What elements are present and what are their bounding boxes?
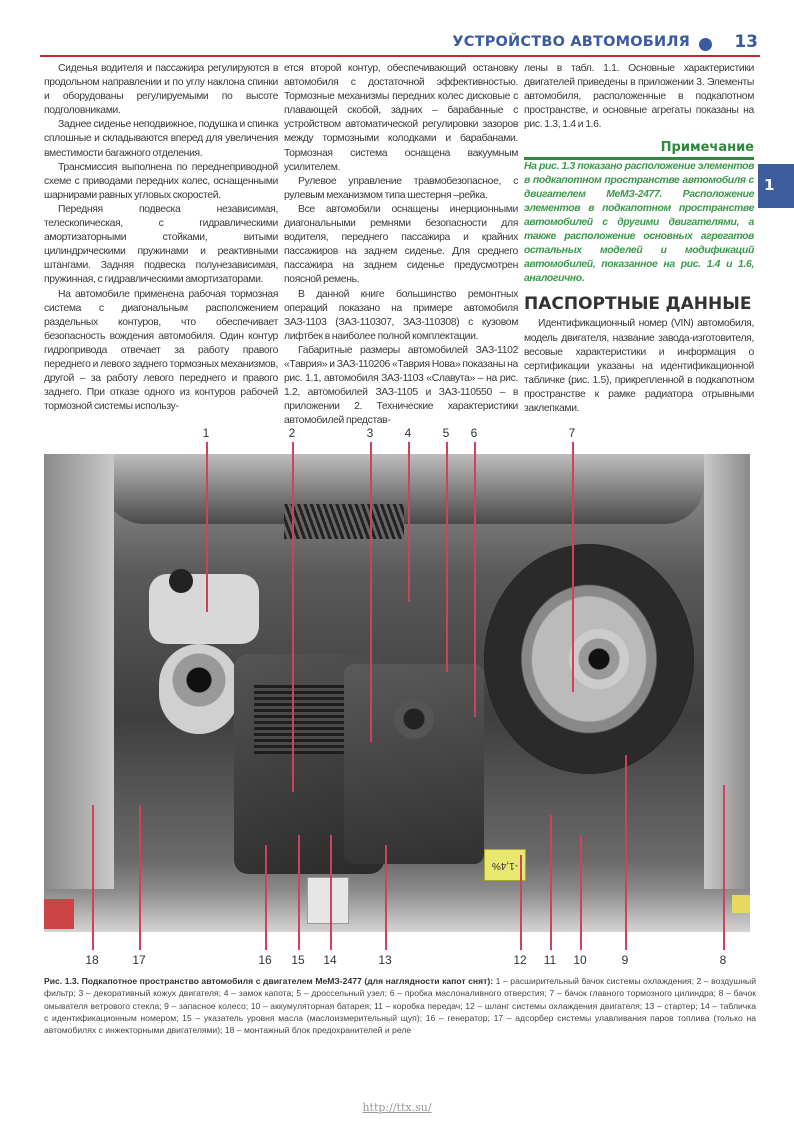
callout-number-10: 10 bbox=[573, 953, 587, 967]
text-column-1 bbox=[44, 62, 278, 414]
running-header bbox=[440, 32, 762, 56]
callout-number-4: 4 bbox=[404, 426, 412, 440]
engine-bay-figure bbox=[40, 420, 754, 970]
callout-leader-line bbox=[265, 845, 267, 950]
chapter-number: 1 bbox=[764, 176, 775, 194]
radiator-frame bbox=[44, 889, 750, 932]
engine-bay-photo bbox=[44, 454, 750, 932]
callout-leader-line bbox=[292, 442, 294, 792]
callout-leader-line bbox=[550, 815, 552, 950]
callout-leader-line bbox=[408, 442, 410, 602]
callout-number-18: 18 bbox=[85, 953, 99, 967]
callout-number-14: 14 bbox=[323, 953, 337, 967]
callout-number-16: 16 bbox=[258, 953, 272, 967]
callout-leader-line bbox=[446, 442, 448, 672]
engine-cover bbox=[344, 664, 484, 864]
chapter-tab bbox=[758, 164, 794, 208]
callout-number-12: 12 bbox=[513, 953, 527, 967]
callout-number-9: 9 bbox=[621, 953, 629, 967]
section-title: УСТРОЙСТВО АВТОМОБИЛЯ bbox=[452, 34, 690, 50]
paragraph: Передняя подвеска независимая, телескопическая, с гидравлическими амортизаторными стойками, витыми цилиндрическими пружинами и реактивными штангами. Задняя подвеска полунезависимая, пружинная, с гидравлическими амортизаторами. bbox=[44, 203, 278, 286]
washer-cap bbox=[732, 895, 750, 913]
paragraph: На автомобиле применена рабочая тормозная система с диагональным расположением раздельных контуров, что обеспечивает безопасность вождения автомобиля. Один контур гидропривода отвечает за работу правого переднего и левого заднего тормозных механизмов, другой – за работу левого переднего и правого заднего. При отказе одного из контуров рабочей тормозной системы использу- bbox=[44, 288, 278, 413]
paragraph: Габаритные размеры автомобилей ЗАЗ-1102 «Таврия» и ЗАЗ-110206 «Таврия Нова» показаны на рис. 1.1, автомобиля ЗАЗ-1103 «Славута» – на рис. 1.2, автомобилей ЗАЗ-1105 и ЗАЗ-110550 – в приложении 2. Технические характеристики автомобилей представ- bbox=[284, 344, 518, 427]
callout-number-3: 3 bbox=[366, 426, 374, 440]
callout-number-6: 6 bbox=[470, 426, 478, 440]
caption-label: Рис. 1.3. Подкапотное пространство автомобиля с двигателем МеМЗ-2477 (для наглядности капот снят): bbox=[44, 976, 494, 986]
callout-leader-line bbox=[474, 442, 476, 717]
figure-caption bbox=[44, 975, 756, 1036]
callout-number-5: 5 bbox=[442, 426, 450, 440]
air-filter-ribs bbox=[254, 684, 354, 754]
callout-number-1: 1 bbox=[202, 426, 210, 440]
paragraph: Заднее сиденье неподвижное, подушка и спинка сплошные и складываются вперед для увеличения вместимости багажного отделения. bbox=[44, 119, 278, 159]
reservoir-cap bbox=[169, 569, 193, 593]
coolant-reservoir bbox=[149, 574, 259, 644]
left-fender bbox=[44, 454, 114, 932]
callout-leader-line bbox=[139, 805, 141, 950]
callout-leader-line bbox=[92, 805, 94, 950]
callout-leader-line bbox=[330, 835, 332, 950]
paragraph: Трансмиссия выполнена по переднеприводной схеме с приводами передних колес, оснащенными шарнирами равных угловых скоростей. bbox=[44, 161, 278, 201]
callout-leader-line bbox=[385, 845, 387, 950]
bullet-dot-icon bbox=[699, 38, 712, 51]
callout-number-15: 15 bbox=[291, 953, 305, 967]
callout-number-7: 7 bbox=[568, 426, 576, 440]
callout-leader-line bbox=[370, 442, 372, 742]
fuse-box bbox=[44, 899, 74, 929]
callout-leader-line bbox=[580, 835, 582, 950]
text-column-3 bbox=[524, 62, 754, 416]
right-fender bbox=[704, 454, 750, 932]
strut-tower-right bbox=[569, 629, 629, 689]
callout-leader-line bbox=[572, 442, 574, 692]
oil-filler-cap bbox=[394, 699, 434, 739]
callout-leader-line bbox=[723, 785, 725, 950]
paragraph: Рулевое управление травмобезопасное, с рулевым механизмом типа шестерня –рейка. bbox=[284, 175, 518, 201]
callout-number-11: 11 bbox=[543, 953, 557, 967]
header-rule bbox=[40, 55, 760, 57]
paragraph: Идентификационный номер (VIN) автомобиля, модель двигателя, название завода-изготовителя, весовые характеристики и информация о сертификации указаны на идентификационной табличке (рис. 1.5), прикрепленной в подкапотном пространстве к рамке радиатора отрывными заклепками. bbox=[524, 318, 754, 415]
page-number: 13 bbox=[734, 32, 758, 52]
paragraph: ется второй контур, обеспечивающий остановку автомобиля с достаточной эффективностью. Тормозные механизмы передних колес дисковые с плавающей скобой, задних – барабанные с устройством автоматической регулировки зазоров между тормозными колодками и барабанами. Тормозная система оснащена вакуумным усилителем. bbox=[284, 63, 518, 173]
passport-heading: ПАСПОРТНЫЕ ДАННЫЕ bbox=[524, 294, 752, 315]
vin-plate bbox=[307, 877, 349, 924]
windshield-cowl bbox=[104, 454, 704, 524]
strut-tower-left bbox=[159, 644, 239, 734]
cowl-grille bbox=[284, 504, 404, 539]
callout-leader-line bbox=[625, 755, 627, 950]
paragraph: В данной книге большинство ремонтных операций показано на примере автомобиля ЗАЗ-1103 (ЗАЗ-110307, ЗАЗ-110308) с кузовом лифтбек в наиболее полной комплектации. bbox=[284, 288, 518, 342]
paragraph: Все автомобили оснащены инерционными диагональными ремнями безопасности для водителя, переднего пассажира и крайних пассажиров на заднем сиденье. Для среднего пассажира на заднем сиденье предусмотрен поясной ремень. bbox=[284, 203, 518, 286]
callout-number-8: 8 bbox=[719, 953, 727, 967]
callout-number-2: 2 bbox=[288, 426, 296, 440]
callout-number-17: 17 bbox=[132, 953, 146, 967]
callout-leader-line bbox=[298, 835, 300, 950]
text-column-2 bbox=[284, 62, 518, 428]
paragraph: Сиденья водителя и пассажира регулируются в продольном направлении и по углу наклона спинки и оборудованы регулируемыми по высоте подголовниками. bbox=[44, 63, 278, 117]
callout-leader-line bbox=[206, 442, 208, 612]
note-text: На рис. 1.3 показано расположение элементов в подкапотном пространстве автомобиля с двигателем МеМЗ-2477. Расположение элементов в подкапотном пространстве автомобилей с другими двигателями, а также расположение основных агрегатов остальных моделей и модификаций автомобилей, показанное на рис. 1.4 и 1.6, аналогично. bbox=[524, 161, 754, 285]
note-title: Примечание bbox=[524, 140, 754, 160]
caption-text: 1 – расширительный бачок системы охлаждения; 2 – воздушный фильтр; 3 – декоративный кожух двигателя; 4 – замок капота; 5 – дроссельный узел; 6 – пробка маслоналивного отверстия; 7 – бачок главного тормозного цилиндра; 8 – бачок омывателя ветрового стекла; 9 – запасное колесо; 10 – аккумуляторная батарея; 11 – коробка передач; 12 – шланг системы охлаждения двигателя; 13 – стартер; 14 – табличка с идентификационным номером; 15 – указатель уровня масла (маслоизмерительный щуп); 16 – генератор; 17 – адсорбер системы улавливания паров топлива (только на автомобилях с инжекторными двигателями); 18 – монтажный блок предохранителей и реле bbox=[44, 976, 757, 1036]
sticker-text: -1,4% bbox=[491, 860, 519, 871]
callout-leader-line bbox=[520, 855, 522, 950]
callout-number-13: 13 bbox=[378, 953, 392, 967]
paragraph: лены в табл. 1.1. Основные характеристики двигателей приведены в приложении 3. Элементы автомобиля, расположенные в подкапотном пространстве, и основные агрегаты показаны на рис. 1.3, 1.4 и 1.6. bbox=[524, 63, 754, 131]
watermark-link[interactable]: http://ttx.su/ bbox=[362, 1101, 432, 1114]
